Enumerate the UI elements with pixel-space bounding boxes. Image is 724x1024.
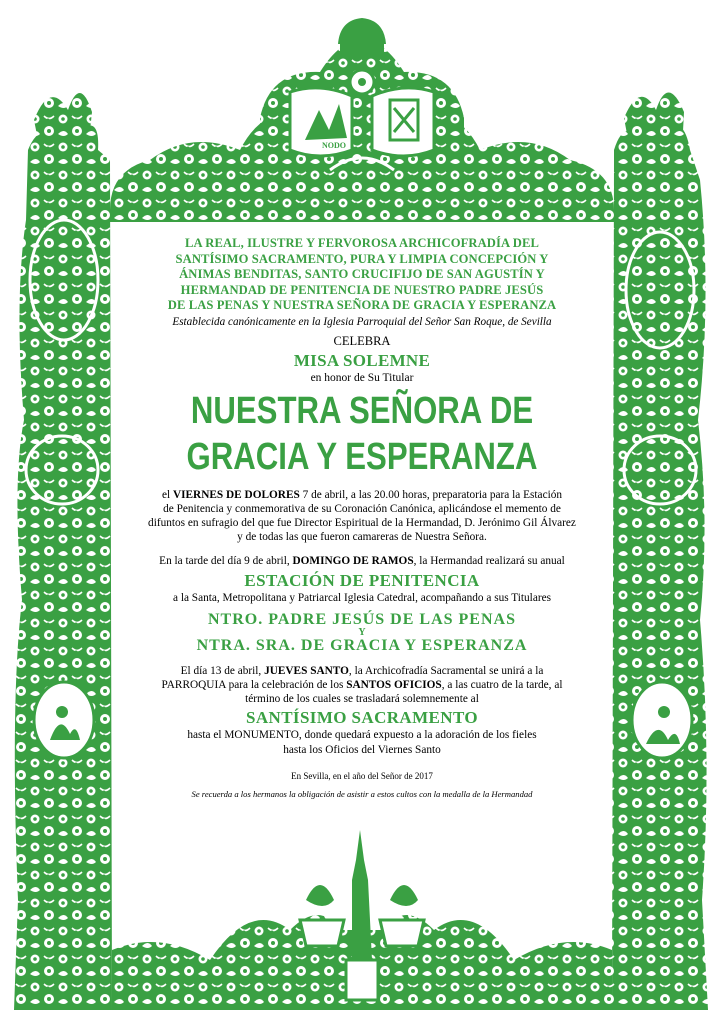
header-line: SANTÍSIMO SACRAMENTO, PURA Y LIMPIA CONCEPCIÓN Y (175, 251, 549, 266)
paragraph-dolores (130, 488, 594, 545)
p1-line: de Penitencia y conmemorativa de su Coronación Canónica, aplicándose el memento de (163, 502, 561, 515)
p1-line: y de todas las que fueron camareras de Nuestra Señora. (237, 531, 487, 544)
title-line-1: NUESTRA SEÑORA DE (190, 389, 534, 432)
right-column (612, 92, 708, 1010)
reminder-note: Se recuerda a los hermanos la obligación de asistir a estos cultos con la medalla de la Hermandad (191, 788, 533, 799)
sacramento-line: hasta los Oficios del Viernes Santo (283, 743, 441, 756)
paragraph-ramos (130, 554, 594, 568)
p3-lead: El día 13 de abril, (180, 664, 265, 677)
estacion-heading: ESTACIÓN DE PENITENCIA (244, 570, 480, 590)
titular-esperanza: NTRA. SRA. DE GRACIA Y ESPERANZA (196, 636, 528, 654)
date-line: En Sevilla, en el año del Señor de 2017 (291, 770, 433, 781)
left-column (14, 93, 112, 1010)
seal-nodo-text: NODO (322, 141, 346, 150)
top-crest (110, 18, 614, 222)
p2-bold: DOMINGO DE RAMOS (292, 555, 414, 568)
p3-bold: SANTOS OFICIOS (346, 678, 442, 691)
celebra-label: CELEBRA (333, 333, 391, 348)
header-line: LA REAL, ILUSTRE Y FERVOROSA ARCHICOFRADÍA DEL (185, 236, 539, 250)
p3-line: término de los cuales se trasladará solemnemente al (245, 693, 479, 706)
header-line: DE LAS PENAS Y NUESTRA SEÑORA DE GRACIA Y ESPERANZA (167, 298, 557, 312)
bottom-crest (112, 830, 612, 1010)
p1-rest: 7 de abril, a las 20.00 horas, preparatoria para la Estación (299, 488, 563, 501)
established-note: Establecida canónicamente en la Iglesia Parroquial del Señor San Roque, de Sevilla (172, 315, 552, 328)
honor-line: en honor de Su Titular (310, 371, 414, 384)
p3-line: , a las cuatro de la tarde, al (441, 678, 563, 691)
p1-line: difuntos en sufragio del que fue Director Espiritual de la Hermandad, D. Jerónimo Gil Álvarez (148, 516, 576, 529)
estacion-subline: a la Santa, Metropolitana y Patriarcal Iglesia Catedral, acompañando a sus Titulares (172, 591, 552, 604)
p3-rest: , la Archicofradía Sacramental se unirá a la (348, 664, 544, 677)
sacramento-heading: SANTÍSIMO SACRAMENTO (245, 708, 479, 728)
titular-y: Y (358, 626, 366, 638)
p1-lead: el (161, 488, 173, 501)
p3-bold: JUEVES SANTO (264, 664, 349, 677)
p2-rest: , la Hermandad realizará su anual (413, 555, 565, 568)
sacramento-line: hasta el MONUMENTO, donde quedará expuesto a la adoración de los fieles (187, 729, 537, 742)
misa-heading: MISA SOLEMNE (293, 350, 431, 370)
p1-bold: VIERNES DE DOLORES (172, 488, 300, 501)
header-line: ÁNIMAS BENDITAS, SANTO CRUCIFIJO DE SAN AGUSTÍN Y (179, 267, 545, 281)
brotherhood-name (130, 236, 594, 314)
p2-lead: En la tarde del día 9 de abril, (159, 555, 293, 568)
header-line: HERMANDAD DE PENITENCIA DE NUESTRO PADRE JESÚS (180, 282, 544, 297)
p3-line: PARROQUIA para la celebración de los (161, 678, 347, 691)
paragraph-jueves (130, 664, 594, 707)
titular-jesus: NTRO. PADRE JESÚS DE LAS PENAS (208, 610, 516, 628)
title-line-2: GRACIA Y ESPERANZA (186, 435, 538, 478)
poster-content (130, 236, 594, 799)
